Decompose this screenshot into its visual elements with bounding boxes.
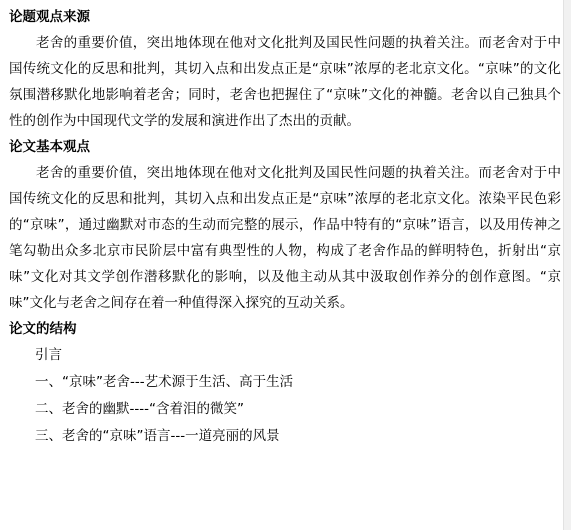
section-paragraph-source: 老舍的重要价值，突出地体现在他对文化批判及国民性问题的执着关注。而老舍对于中国传统文化的反思和批判，其切入点和出发点正是“京味”浓厚的老北京文化。“京味”的文化氛围潜移默化地影响着老舍；同时，老舍也把握住了“京味”文化的神髓。老舍以自己独具个性的创作为中国现代文学的发展和演进作出了杰出的贡献。 — [9, 35, 561, 129]
vertical-scrollbar[interactable] — [563, 0, 571, 530]
section-heading-viewpoint: 论文基本观点 — [9, 139, 90, 155]
section-paragraph-viewpoint: 老舍的重要价值，突出地体现在他对文化批判及国民性问题的执着关注。而老舍对于中国传统文化的反思和批判，其切入点和出发点正是“京味”浓厚的老北京文化。浓染平民色彩的“京味”，通过幽默对市态的生动而完整的展示，作品中特有的“京味”语言，以及用传神之笔勾勒出众多北京市民阶层中富有典型性的人物，构成了老舍作品的鲜明特色，折射出“京味”文化对其文学创作潜移默化的影响，以及他主动从其中汲取创作养分的创作意图。“京味”文化与老舍之间存在着一种值得深入探究的互动关系。 — [9, 165, 561, 311]
outline-item-2: 二、老舍的幽默----“含着泪的微笑” — [35, 401, 244, 417]
outline-item-3: 三、老舍的“京味”语言---一道亮丽的风景 — [35, 428, 280, 444]
section-heading-structure: 论文的结构 — [9, 321, 77, 337]
structure-outline — [9, 342, 563, 450]
section-heading-source: 论题观点来源 — [9, 9, 90, 25]
outline-item-1: 一、“京味”老舍---艺术源于生活、高于生活 — [35, 374, 294, 390]
outline-item-intro: 引言 — [35, 347, 62, 363]
